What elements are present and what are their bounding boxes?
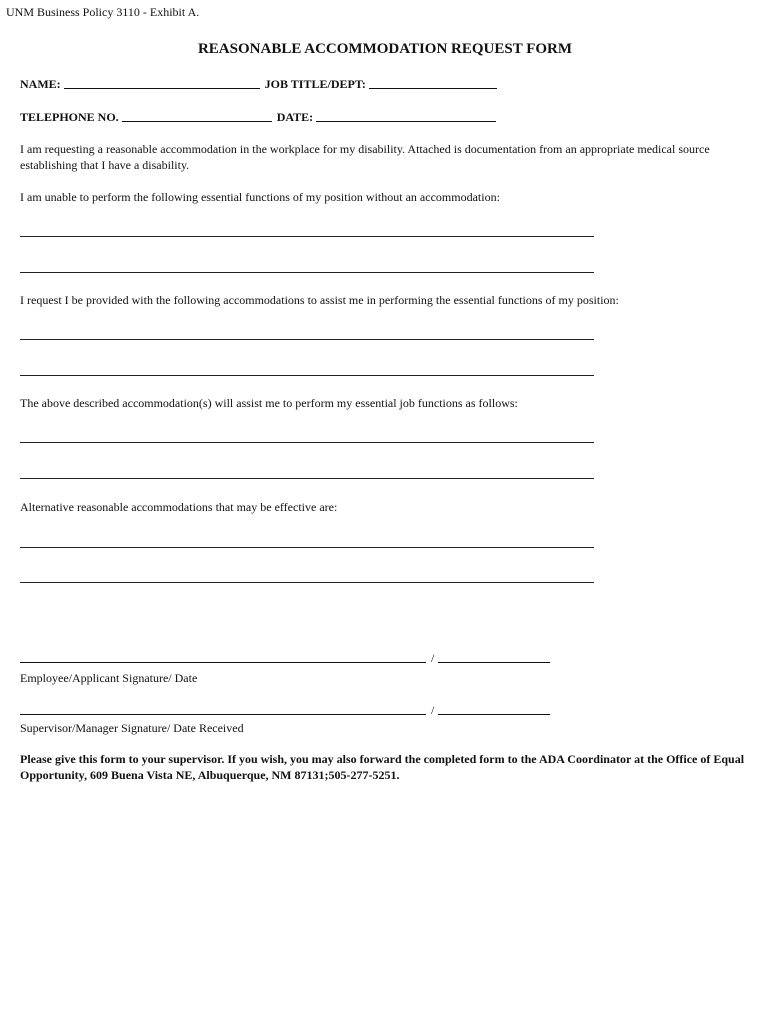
job-title-field[interactable]: [369, 87, 497, 89]
employee-signature-caption: Employee/Applicant Signature/ Date: [20, 671, 198, 685]
date-label: DATE:: [276, 110, 314, 124]
alternatives-line-1[interactable]: [20, 547, 594, 548]
supervisor-signature-row: [20, 703, 550, 718]
signature-separator: /: [431, 651, 435, 665]
form-title: REASONABLE ACCOMMODATION REQUEST FORM: [197, 41, 573, 57]
alternatives-line-2[interactable]: [20, 582, 594, 583]
unable-functions-line-1[interactable]: [20, 236, 594, 237]
supervisor-date-received-field[interactable]: [438, 713, 550, 715]
name-field[interactable]: [64, 87, 260, 89]
policy-reference: UNM Business Policy 3110 - Exhibit A.: [6, 5, 200, 19]
telephone-field[interactable]: [122, 120, 272, 122]
name-label: NAME:: [20, 77, 61, 91]
employee-signature-row: [20, 651, 550, 666]
how-it-helps-line-1[interactable]: [20, 442, 594, 443]
telephone-date-row: [20, 110, 496, 125]
date-field[interactable]: [316, 120, 496, 122]
requested-accommodations-line-1[interactable]: [20, 339, 594, 340]
telephone-label: TELEPHONE NO.: [20, 110, 119, 124]
requested-accommodations-prompt: I request I be provided with the following accommodations to assist me in performing the essential functions of my position:: [20, 293, 619, 307]
employee-date-field[interactable]: [438, 661, 550, 663]
unable-functions-prompt: I am unable to perform the following essential functions of my position without an accommodation:: [20, 190, 500, 204]
job-title-label: JOB TITLE/DEPT:: [264, 77, 366, 91]
employee-signature-field[interactable]: [20, 661, 426, 663]
signature-separator: /: [431, 703, 435, 717]
name-job-row: [20, 77, 497, 92]
submission-instructions: Please give this form to your supervisor. If you wish, you may also forward the completed form to the ADA Coordinator at the Office of Equal Opportunity, 609 Buena Vista NE, Albuquerque, NM 87131;505-277-5251.: [20, 752, 745, 782]
how-it-helps-line-2[interactable]: [20, 478, 594, 479]
supervisor-signature-field[interactable]: [20, 713, 426, 715]
request-statement: I am requesting a reasonable accommodation in the workplace for my disability. Attached is documentation from an appropriate medical source establishing that I have a disability.: [20, 142, 710, 172]
unable-functions-line-2[interactable]: [20, 272, 594, 273]
alternatives-prompt: Alternative reasonable accommodations that may be effective are:: [20, 500, 338, 514]
supervisor-signature-caption: Supervisor/Manager Signature/ Date Received: [20, 721, 244, 735]
requested-accommodations-line-2[interactable]: [20, 375, 594, 376]
how-it-helps-prompt: The above described accommodation(s) will assist me to perform my essential job functions as follows:: [20, 396, 518, 410]
